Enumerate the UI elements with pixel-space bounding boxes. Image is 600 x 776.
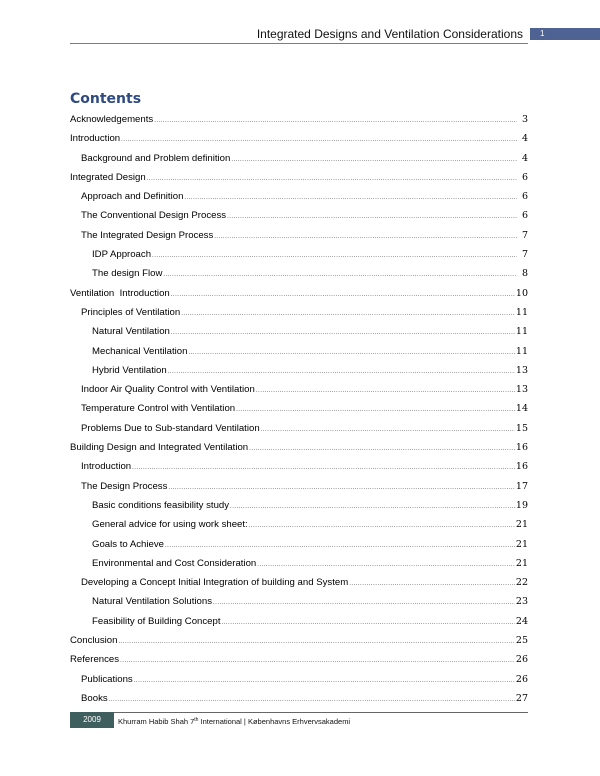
toc-entry-leader bbox=[147, 170, 517, 187]
toc-entry[interactable] bbox=[70, 264, 528, 283]
toc-entry-leader bbox=[214, 228, 517, 245]
toc-entry[interactable] bbox=[70, 496, 528, 515]
toc-entry-title: Introduction bbox=[81, 461, 132, 473]
toc-entry-leader bbox=[132, 459, 515, 476]
toc-entry-title: Conclusion bbox=[70, 635, 118, 647]
toc-entry[interactable] bbox=[70, 187, 528, 206]
toc-entry[interactable] bbox=[70, 303, 528, 322]
toc-entry-page: 17 bbox=[515, 480, 528, 492]
toc-entry-page: 21 bbox=[515, 519, 528, 531]
toc-entry[interactable] bbox=[70, 535, 528, 554]
toc-entry-title: References bbox=[70, 654, 120, 666]
toc-entry-page: 16 bbox=[515, 461, 528, 473]
toc-entry-title: Ventilation Introduction bbox=[70, 287, 170, 299]
toc-entry-leader bbox=[213, 594, 515, 611]
toc-entry-leader bbox=[349, 575, 515, 592]
toc-entry-page: 22 bbox=[515, 577, 528, 589]
toc-entry-leader bbox=[231, 151, 517, 168]
footer-year: 2009 bbox=[70, 712, 114, 728]
toc-entry-leader bbox=[230, 498, 515, 515]
toc-entry-page: 23 bbox=[515, 596, 528, 608]
toc-entry-title: Problems Due to Sub-standard Ventilation bbox=[81, 422, 260, 434]
toc-entry[interactable] bbox=[70, 554, 528, 573]
toc-entry[interactable] bbox=[70, 399, 528, 418]
toc-entry-title: Basic conditions feasibility study bbox=[92, 499, 230, 511]
toc-entry[interactable] bbox=[70, 515, 528, 534]
page-footer bbox=[70, 712, 528, 728]
toc-entry-leader bbox=[227, 208, 517, 225]
toc-entry-leader bbox=[261, 421, 515, 438]
toc-entry-title: Mechanical Ventilation bbox=[92, 345, 188, 357]
toc-entry-leader bbox=[109, 691, 515, 708]
toc-entry[interactable] bbox=[70, 342, 528, 361]
toc-entry-title: Goals to Achieve bbox=[92, 538, 164, 550]
toc-entry-leader bbox=[134, 672, 515, 689]
header-title: Integrated Designs and Ventilation Considerations bbox=[256, 27, 523, 41]
toc-entry[interactable] bbox=[70, 670, 528, 689]
toc-entry-page: 25 bbox=[515, 635, 528, 647]
toc-entry-title: The Design Process bbox=[81, 480, 168, 492]
toc-entry-leader bbox=[120, 652, 515, 669]
toc-entry-page: 6 bbox=[521, 191, 528, 203]
toc-entry-page: 13 bbox=[515, 364, 528, 376]
toc-entry-title: The Integrated Design Process bbox=[81, 229, 214, 241]
toc-entry-leader bbox=[257, 556, 515, 573]
toc-entry-title: Publications bbox=[81, 673, 133, 685]
toc-entry-page: 7 bbox=[521, 249, 528, 261]
toc-entry-page: 21 bbox=[515, 557, 528, 569]
toc-entry-title: The Conventional Design Process bbox=[81, 210, 227, 222]
toc-entry-leader bbox=[171, 286, 515, 303]
toc-entry[interactable] bbox=[70, 419, 528, 438]
toc-entry-leader bbox=[222, 614, 515, 631]
toc-entry-page: 19 bbox=[515, 499, 528, 511]
toc-entry-page: 11 bbox=[515, 306, 528, 318]
toc-entry-leader bbox=[152, 247, 517, 264]
toc-entry[interactable] bbox=[70, 457, 528, 476]
toc-entry[interactable] bbox=[70, 284, 528, 303]
toc-entry[interactable] bbox=[70, 592, 528, 611]
toc-entry-leader bbox=[163, 266, 517, 283]
toc-entry-page: 24 bbox=[515, 615, 528, 627]
toc-entry-leader bbox=[154, 112, 517, 129]
toc-entry[interactable] bbox=[70, 322, 528, 341]
toc-entry-title: Feasibility of Building Concept bbox=[92, 615, 221, 627]
toc-entry-leader bbox=[168, 363, 515, 380]
toc-heading: Contents bbox=[70, 91, 142, 107]
toc-entry-page: 7 bbox=[521, 229, 528, 241]
toc-entry-title: General advice for using work sheet: bbox=[92, 519, 248, 531]
toc-entry-title: Natural Ventilation bbox=[92, 326, 170, 338]
toc-entry-page: 26 bbox=[515, 673, 528, 685]
toc-entry[interactable] bbox=[70, 631, 528, 650]
toc-entry-title: Books bbox=[81, 692, 108, 704]
toc-entry-title: Developing a Concept Initial Integration of building and System bbox=[81, 577, 349, 589]
toc-entry[interactable] bbox=[70, 573, 528, 592]
footer-author-sup: th bbox=[194, 717, 199, 723]
toc-entry-page: 8 bbox=[521, 268, 528, 280]
toc-entry[interactable] bbox=[70, 245, 528, 264]
toc-entry-title: Approach and Definition bbox=[81, 191, 184, 203]
toc-entry-leader bbox=[249, 440, 515, 457]
toc-entry-leader bbox=[236, 401, 515, 418]
toc-entry-title: IDP Approach bbox=[92, 249, 152, 261]
toc-entry-page: 6 bbox=[521, 210, 528, 222]
toc-entry-leader bbox=[184, 189, 517, 206]
toc-entry[interactable] bbox=[70, 168, 528, 187]
table-of-contents bbox=[70, 110, 528, 708]
toc-entry-title: Building Design and Integrated Ventilation bbox=[70, 442, 249, 454]
toc-entry-page: 16 bbox=[515, 442, 528, 454]
toc-entry-title: Natural Ventilation Solutions bbox=[92, 596, 212, 608]
toc-entry[interactable] bbox=[70, 438, 528, 457]
toc-entry[interactable] bbox=[70, 110, 528, 129]
toc-entry-title: Temperature Control with Ventilation bbox=[81, 403, 236, 415]
toc-entry-title: Introduction bbox=[70, 133, 121, 145]
toc-entry-page: 3 bbox=[521, 114, 528, 125]
toc-entry-page: 11 bbox=[515, 345, 528, 357]
toc-entry[interactable] bbox=[70, 226, 528, 245]
toc-entry-title: Environmental and Cost Consideration bbox=[92, 557, 257, 569]
toc-entry[interactable] bbox=[70, 650, 528, 669]
toc-entry-leader bbox=[118, 633, 514, 650]
footer-institution: Københavns Erhvervsakademi bbox=[247, 717, 351, 726]
page-header bbox=[70, 26, 600, 42]
toc-entry-leader bbox=[165, 537, 515, 554]
toc-entry-title: Principles of Ventilation bbox=[81, 306, 181, 318]
toc-entry-page: 27 bbox=[515, 692, 528, 704]
toc-entry-title: Hybrid Ventilation bbox=[92, 364, 167, 376]
toc-entry-title: Indoor Air Quality Control with Ventilation bbox=[81, 384, 255, 396]
toc-entry-page: 26 bbox=[515, 654, 528, 666]
toc-entry-leader bbox=[181, 305, 515, 322]
toc-entry-leader bbox=[121, 131, 517, 148]
toc-entry-page: 13 bbox=[515, 384, 528, 396]
toc-entry-leader bbox=[168, 479, 515, 496]
toc-entry[interactable] bbox=[70, 206, 528, 225]
toc-entry-title: Acknowledgements bbox=[70, 114, 154, 125]
toc-entry-title: Integrated Design bbox=[70, 171, 146, 183]
toc-entry[interactable] bbox=[70, 361, 528, 380]
header-page-number: 1 bbox=[530, 28, 600, 40]
toc-entry-page: 21 bbox=[515, 538, 528, 550]
toc-entry-leader bbox=[188, 344, 514, 361]
toc-entry[interactable] bbox=[70, 612, 528, 631]
toc-entry-page: 11 bbox=[515, 326, 528, 338]
toc-entry-leader bbox=[256, 382, 515, 399]
toc-entry[interactable] bbox=[70, 689, 528, 708]
toc-entry-page: 14 bbox=[515, 403, 528, 415]
toc-entry-page: 15 bbox=[515, 422, 528, 434]
header-rule bbox=[70, 43, 528, 44]
toc-entry-title: Background and Problem definition bbox=[81, 152, 231, 164]
toc-entry-leader bbox=[171, 324, 515, 341]
toc-entry-page: 4 bbox=[521, 133, 528, 145]
footer-author: Khurram Habib Shah 7 bbox=[118, 717, 195, 726]
toc-entry-leader bbox=[249, 517, 515, 534]
footer-program: International bbox=[198, 717, 242, 726]
toc-entry[interactable] bbox=[70, 149, 528, 168]
toc-entry-page: 4 bbox=[521, 152, 528, 164]
footer-text bbox=[118, 712, 350, 730]
toc-entry-page: 6 bbox=[521, 171, 528, 183]
footer-separator: | bbox=[241, 717, 248, 726]
toc-entry[interactable] bbox=[70, 477, 528, 496]
toc-entry-page: 10 bbox=[515, 287, 528, 299]
toc-entry[interactable] bbox=[70, 129, 528, 148]
toc-entry-title: The design Flow bbox=[92, 268, 163, 280]
toc-entry[interactable] bbox=[70, 380, 528, 399]
